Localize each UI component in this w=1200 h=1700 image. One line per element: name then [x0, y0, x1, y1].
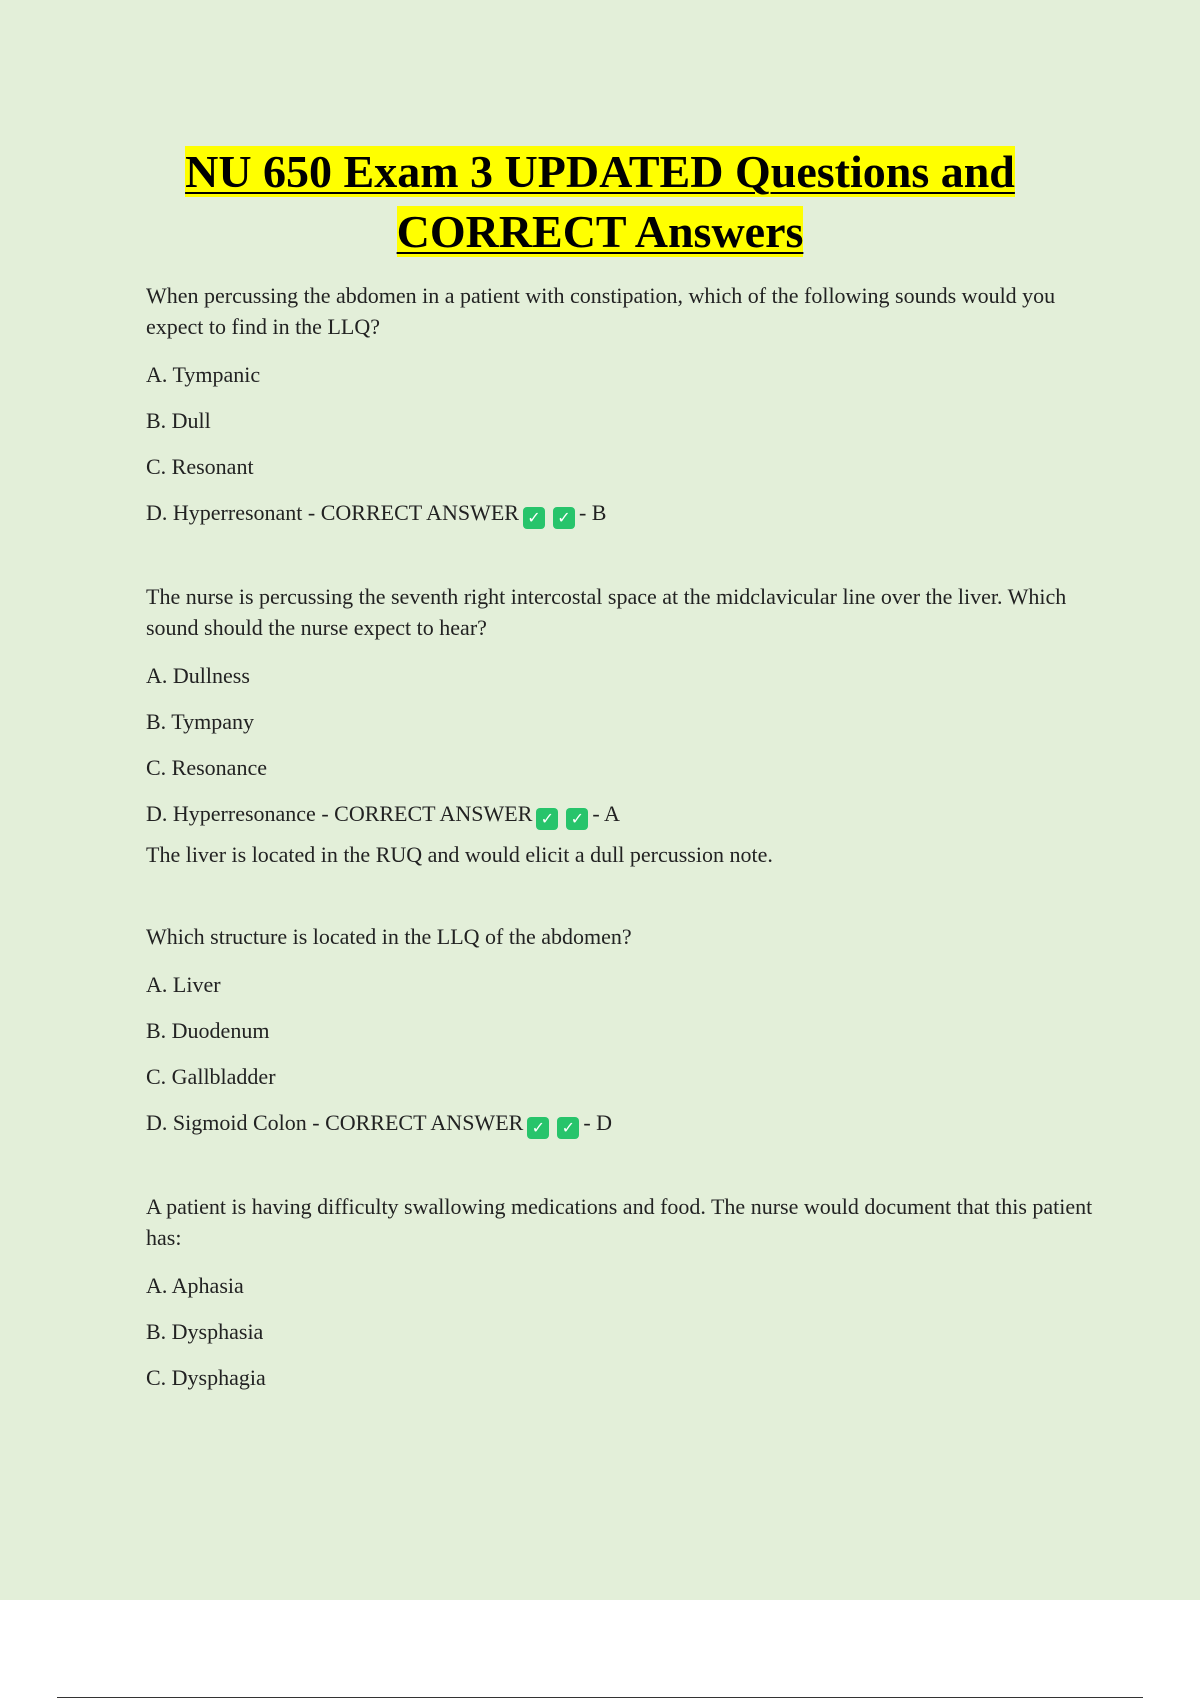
correct-answer-letter: - A — [592, 801, 620, 826]
check-mark-icon: ✓ — [566, 808, 588, 830]
document-title — [0, 142, 1200, 262]
check-mark-icon: ✓ — [553, 507, 575, 529]
question-block-2 — [146, 581, 1106, 869]
title-line-1: NU 650 Exam 3 UPDATED Questions and — [185, 146, 1015, 197]
check-mark-icon: ✓ — [523, 507, 545, 529]
answer-option: A. Aphasia — [146, 1273, 244, 1298]
question-block-3 — [146, 921, 1106, 1139]
question-text: When percussing the abdomen in a patient with constipation, which of the following sounds would you expect to find in the LLQ? — [146, 283, 1056, 339]
check-mark-icon: ✓ — [557, 1117, 579, 1139]
check-mark-icon: ✓ — [536, 808, 558, 830]
correct-answer-line — [146, 498, 1106, 529]
answer-option: B. Duodenum — [146, 1018, 270, 1043]
answer-option: D. Sigmoid Colon - CORRECT ANSWER — [146, 1110, 524, 1135]
answer-option: B. Tympany — [146, 709, 255, 734]
answer-option: A. Dullness — [146, 663, 250, 688]
question-text: A patient is having difficulty swallowing medications and food. The nurse would document that this patient has: — [146, 1194, 1093, 1250]
question-text: The nurse is percussing the seventh right intercostal space at the midclavicular line over the liver. Which sound should the nurse expect to hear? — [146, 584, 1067, 640]
answer-option: C. Resonant — [146, 454, 254, 479]
question-list — [146, 280, 1106, 1444]
correct-answer-letter: - B — [578, 500, 607, 525]
footer-divider — [57, 1697, 1143, 1698]
answer-option: B. Dull — [146, 408, 211, 433]
answer-option: A. Liver — [146, 972, 221, 997]
question-block-4 — [146, 1191, 1106, 1392]
question-text: Which structure is located in the LLQ of the abdomen? — [146, 924, 632, 949]
correct-answer-letter: - D — [583, 1110, 613, 1135]
answer-explanation: The liver is located in the RUQ and would elicit a dull percussion note. — [146, 842, 773, 867]
answer-option: D. Hyperresonance - CORRECT ANSWER — [146, 801, 533, 826]
answer-option: B. Dysphasia — [146, 1319, 264, 1344]
correct-answer-line — [146, 799, 1106, 830]
answer-option: D. Hyperresonant - CORRECT ANSWER — [146, 500, 519, 525]
answer-option: C. Resonance — [146, 755, 267, 780]
answer-option: C. Dysphagia — [146, 1365, 266, 1390]
question-block-1 — [146, 280, 1106, 529]
answer-option: C. Gallbladder — [146, 1064, 276, 1089]
title-line-2: CORRECT Answers — [396, 206, 804, 257]
correct-answer-line — [146, 1108, 1106, 1139]
answer-option: A. Tympanic — [146, 362, 261, 387]
check-mark-icon: ✓ — [527, 1117, 549, 1139]
